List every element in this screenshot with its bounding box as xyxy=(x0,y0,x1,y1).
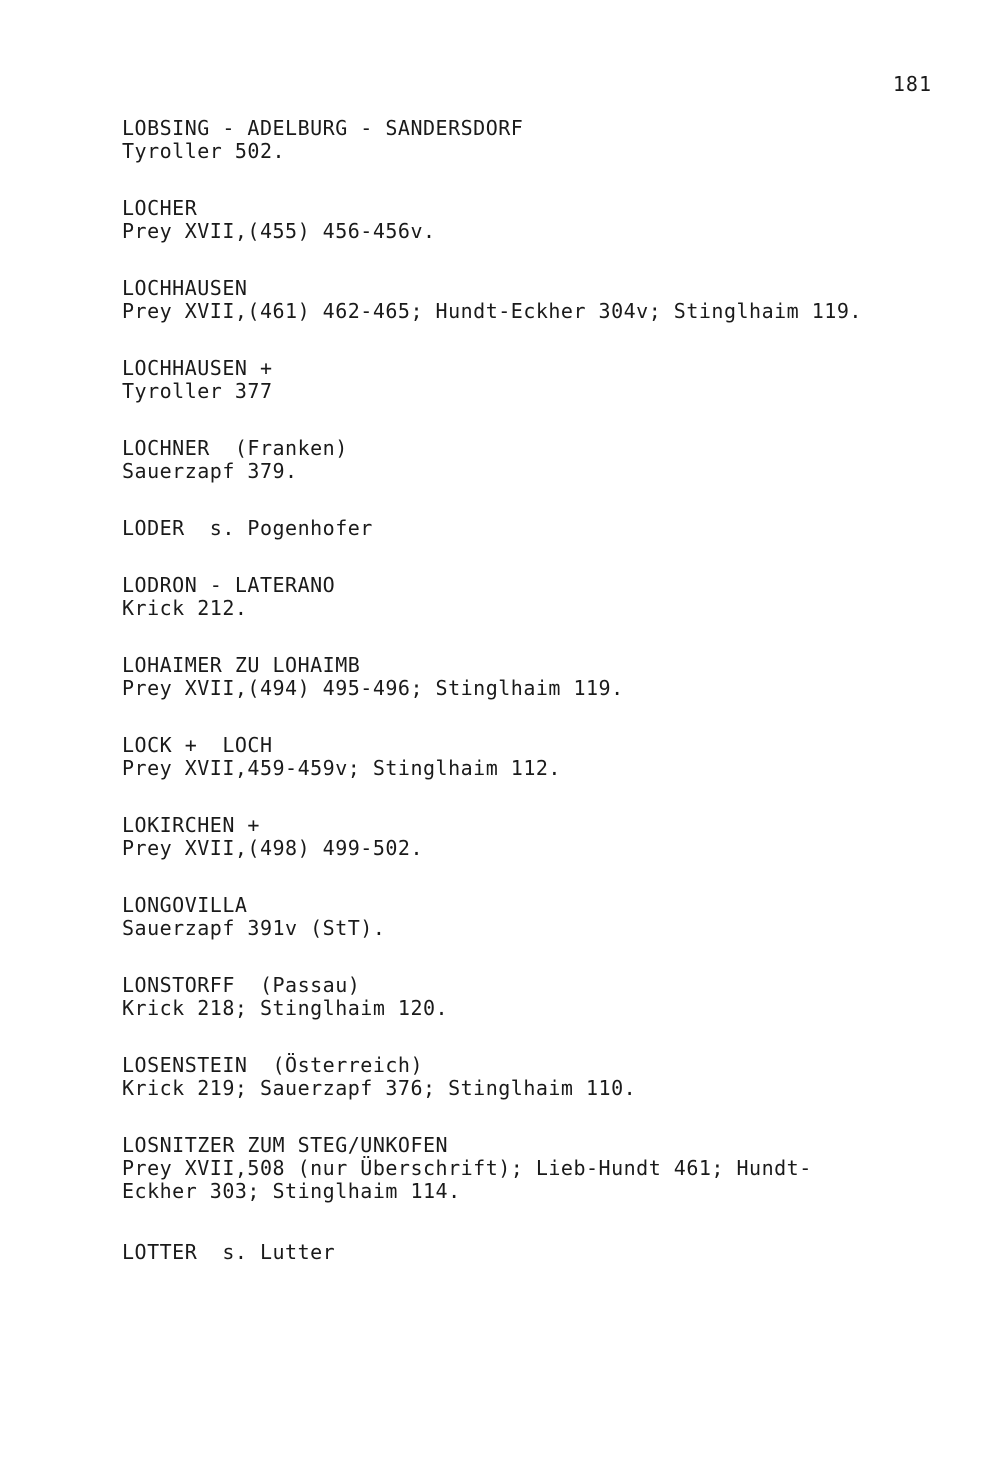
entry-lochhausen xyxy=(122,277,942,323)
entry-heading: LOCHHAUSEN xyxy=(122,276,248,300)
entry-losenstein xyxy=(122,1054,942,1100)
entry-lohaimer xyxy=(122,654,942,700)
entry-loder xyxy=(122,517,942,540)
entry-heading: LODER s. Pogenhofer xyxy=(122,516,373,540)
entry-lochner xyxy=(122,437,942,483)
entry-heading: LOCHNER (Franken) xyxy=(122,436,348,460)
entry-reference: Tyroller 502. xyxy=(122,139,286,163)
entry-heading: LOCHER xyxy=(122,196,198,220)
entry-heading: LODRON - LATERANO xyxy=(122,573,336,597)
entry-reference: Krick 218; Stinglhaim 120. xyxy=(122,996,449,1020)
entry-reference: Prey XVII,(461) 462-465; Hundt-Eckher 304v; Stinglhaim 119. xyxy=(122,299,862,323)
entry-longovilla xyxy=(122,894,942,940)
entry-lokirchen xyxy=(122,814,942,860)
entry-reference: Prey XVII,459-459v; Stinglhaim 112. xyxy=(122,756,561,780)
entry-heading: LOBSING - ADELBURG - SANDERSDORF xyxy=(122,116,524,140)
entry-lobsing xyxy=(122,117,942,163)
entry-reference: Prey XVII,(498) 499-502. xyxy=(122,836,423,860)
entry-reference: Prey XVII,(494) 495-496; Stinglhaim 119. xyxy=(122,676,624,700)
entry-heading: LONSTORFF (Passau) xyxy=(122,973,361,997)
entry-lonstorff xyxy=(122,974,942,1020)
entry-heading: LOHAIMER ZU LOHAIMB xyxy=(122,653,361,677)
entry-heading: LOCHHAUSEN + xyxy=(122,356,273,380)
entry-lochhausen-extinct xyxy=(122,357,942,403)
entry-heading: LOSNITZER ZUM STEG/UNKOFEN xyxy=(122,1133,449,1157)
entry-list xyxy=(122,117,942,1264)
entry-reference: Krick 219; Sauerzapf 376; Stinglhaim 110. xyxy=(122,1076,637,1100)
entry-reference: Prey XVII,(455) 456-456v. xyxy=(122,219,436,243)
entry-lodron xyxy=(122,574,942,620)
entry-reference: Prey XVII,508 (nur Überschrift); Lieb-Hundt 461; Hundt- xyxy=(122,1156,812,1180)
entry-lock xyxy=(122,734,942,780)
entry-heading: LOSENSTEIN (Österreich) xyxy=(122,1053,423,1077)
entry-reference: Eckher 303; Stinglhaim 114. xyxy=(122,1179,461,1203)
entry-heading: LOCK + LOCH xyxy=(122,733,273,757)
entry-heading: LONGOVILLA xyxy=(122,893,248,917)
entry-heading: LOTTER s. Lutter xyxy=(122,1240,336,1264)
entry-reference: Tyroller 377 xyxy=(122,379,273,403)
entry-reference: Krick 212. xyxy=(122,596,248,620)
entry-reference: Sauerzapf 391v (StT). xyxy=(122,916,386,940)
entry-locher xyxy=(122,197,942,243)
entry-reference: Sauerzapf 379. xyxy=(122,459,298,483)
entry-losnitzer xyxy=(122,1134,942,1203)
page-number: 181 xyxy=(892,72,932,96)
entry-heading: LOKIRCHEN + xyxy=(122,813,260,837)
entry-lotter xyxy=(122,1241,942,1264)
